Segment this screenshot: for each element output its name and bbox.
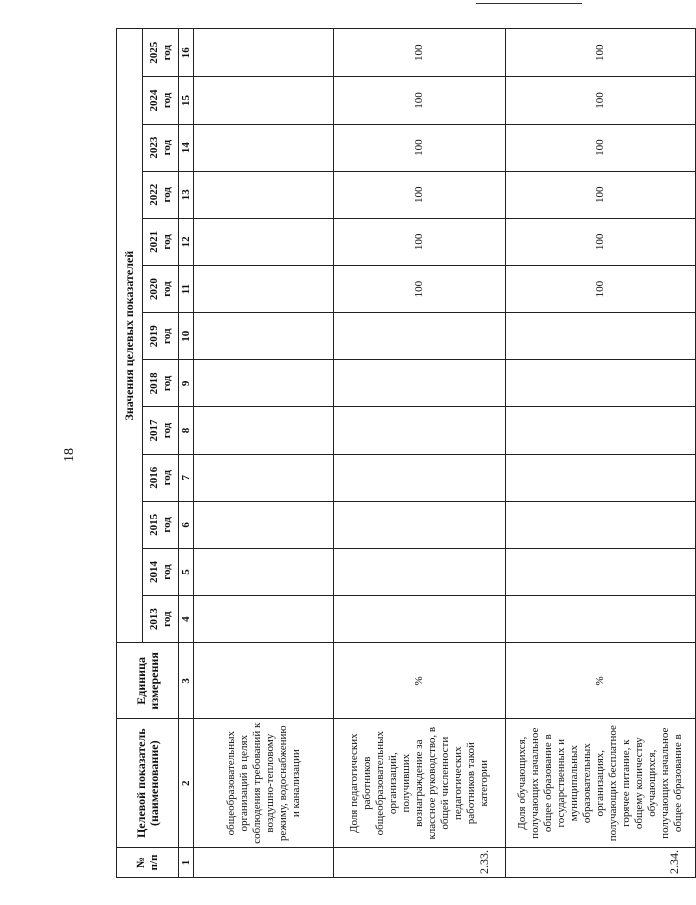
row-value: 100 xyxy=(334,265,506,312)
row-value: 100 xyxy=(334,171,506,218)
column-number: 15 xyxy=(179,77,194,124)
table-row xyxy=(334,29,506,878)
row-value: 100 xyxy=(506,265,696,312)
row-value: 100 xyxy=(506,218,696,265)
column-number: 5 xyxy=(179,548,194,595)
row-value xyxy=(194,596,334,643)
row-value xyxy=(334,501,506,548)
header-year: 2020 год xyxy=(143,265,179,312)
rotated-table-container xyxy=(116,28,684,878)
column-number: 7 xyxy=(179,454,194,501)
row-value xyxy=(194,407,334,454)
header-year: 2019 год xyxy=(143,313,179,360)
row-value xyxy=(506,548,696,595)
row-value xyxy=(334,596,506,643)
column-number: 8 xyxy=(179,407,194,454)
column-number: 11 xyxy=(179,265,194,312)
row-value xyxy=(334,454,506,501)
row-value xyxy=(194,360,334,407)
row-value xyxy=(506,360,696,407)
header-year: 2024 год xyxy=(143,77,179,124)
row-unit xyxy=(194,643,334,719)
header-indicator: Целевой показатель (наименование) xyxy=(117,719,179,847)
header-values-group: Значения целевых показателей xyxy=(117,29,143,643)
row-value: 100 xyxy=(334,77,506,124)
row-value xyxy=(334,548,506,595)
header-year: 2022 год xyxy=(143,171,179,218)
row-value xyxy=(506,454,696,501)
header-year: 2015 год xyxy=(143,501,179,548)
row-value: 100 xyxy=(506,77,696,124)
header-year: 2016 год xyxy=(143,454,179,501)
row-value xyxy=(334,407,506,454)
column-number: 1 xyxy=(179,847,194,877)
row-value xyxy=(194,548,334,595)
column-number: 4 xyxy=(179,596,194,643)
row-value xyxy=(194,171,334,218)
row-indicator-name: общеобразовательных организаций в целях соблюдения требований к воздушно-тепловому режиму, водоснабжению и канализации xyxy=(194,719,334,847)
header-year: 2013 год xyxy=(143,596,179,643)
header-year: 2025 год xyxy=(143,29,179,77)
header-year: 2014 год xyxy=(143,548,179,595)
table-row xyxy=(506,29,696,878)
row-number: 2.33. xyxy=(334,847,506,877)
header-year: 2017 год xyxy=(143,407,179,454)
row-unit: % xyxy=(506,643,696,719)
column-number: 14 xyxy=(179,124,194,171)
row-value xyxy=(194,501,334,548)
row-value xyxy=(334,360,506,407)
row-value xyxy=(194,454,334,501)
row-value: 100 xyxy=(506,171,696,218)
header-unit: Единица измерения xyxy=(117,643,179,719)
row-value xyxy=(506,407,696,454)
column-number: 3 xyxy=(179,643,194,719)
header-year: 2018 год xyxy=(143,360,179,407)
header-year: 2023 год xyxy=(143,124,179,171)
column-number: 12 xyxy=(179,218,194,265)
column-number: 10 xyxy=(179,313,194,360)
row-unit: % xyxy=(334,643,506,719)
row-value xyxy=(194,77,334,124)
row-value xyxy=(194,265,334,312)
column-number: 9 xyxy=(179,360,194,407)
row-value: 100 xyxy=(334,218,506,265)
row-value: 100 xyxy=(334,29,506,77)
column-number: 13 xyxy=(179,171,194,218)
row-indicator-name: Доля обучающихся, получающих начальное общее образование в государственных и муниципальных образовательных организациях, получающих бесплатное горячее питание, к общему количеству обучающихся, получающих начальное общее образование в xyxy=(506,719,696,847)
page-number: 18 xyxy=(62,448,77,462)
row-value xyxy=(194,124,334,171)
row-value: 100 xyxy=(506,29,696,77)
row-value xyxy=(194,313,334,360)
row-value xyxy=(506,501,696,548)
row-value xyxy=(194,29,334,77)
row-indicator-name: Доля педагогических работников общеобразовательных организаций, получивших вознаграждение за классное руководство, в общей численности педагогических работников такой категории xyxy=(334,719,506,847)
header-year: 2021 год xyxy=(143,218,179,265)
top-edge-line xyxy=(476,3,582,4)
row-value xyxy=(506,313,696,360)
row-number xyxy=(194,847,334,877)
row-value: 100 xyxy=(334,124,506,171)
row-value xyxy=(194,218,334,265)
row-value xyxy=(506,596,696,643)
column-number: 16 xyxy=(179,29,194,77)
header-num: № п/п xyxy=(117,847,179,877)
table-row xyxy=(194,29,334,878)
row-number: 2.34. xyxy=(506,847,696,877)
row-value xyxy=(334,313,506,360)
target-indicators-table xyxy=(116,28,696,878)
column-number: 6 xyxy=(179,501,194,548)
column-number: 2 xyxy=(179,719,194,847)
row-value: 100 xyxy=(506,124,696,171)
